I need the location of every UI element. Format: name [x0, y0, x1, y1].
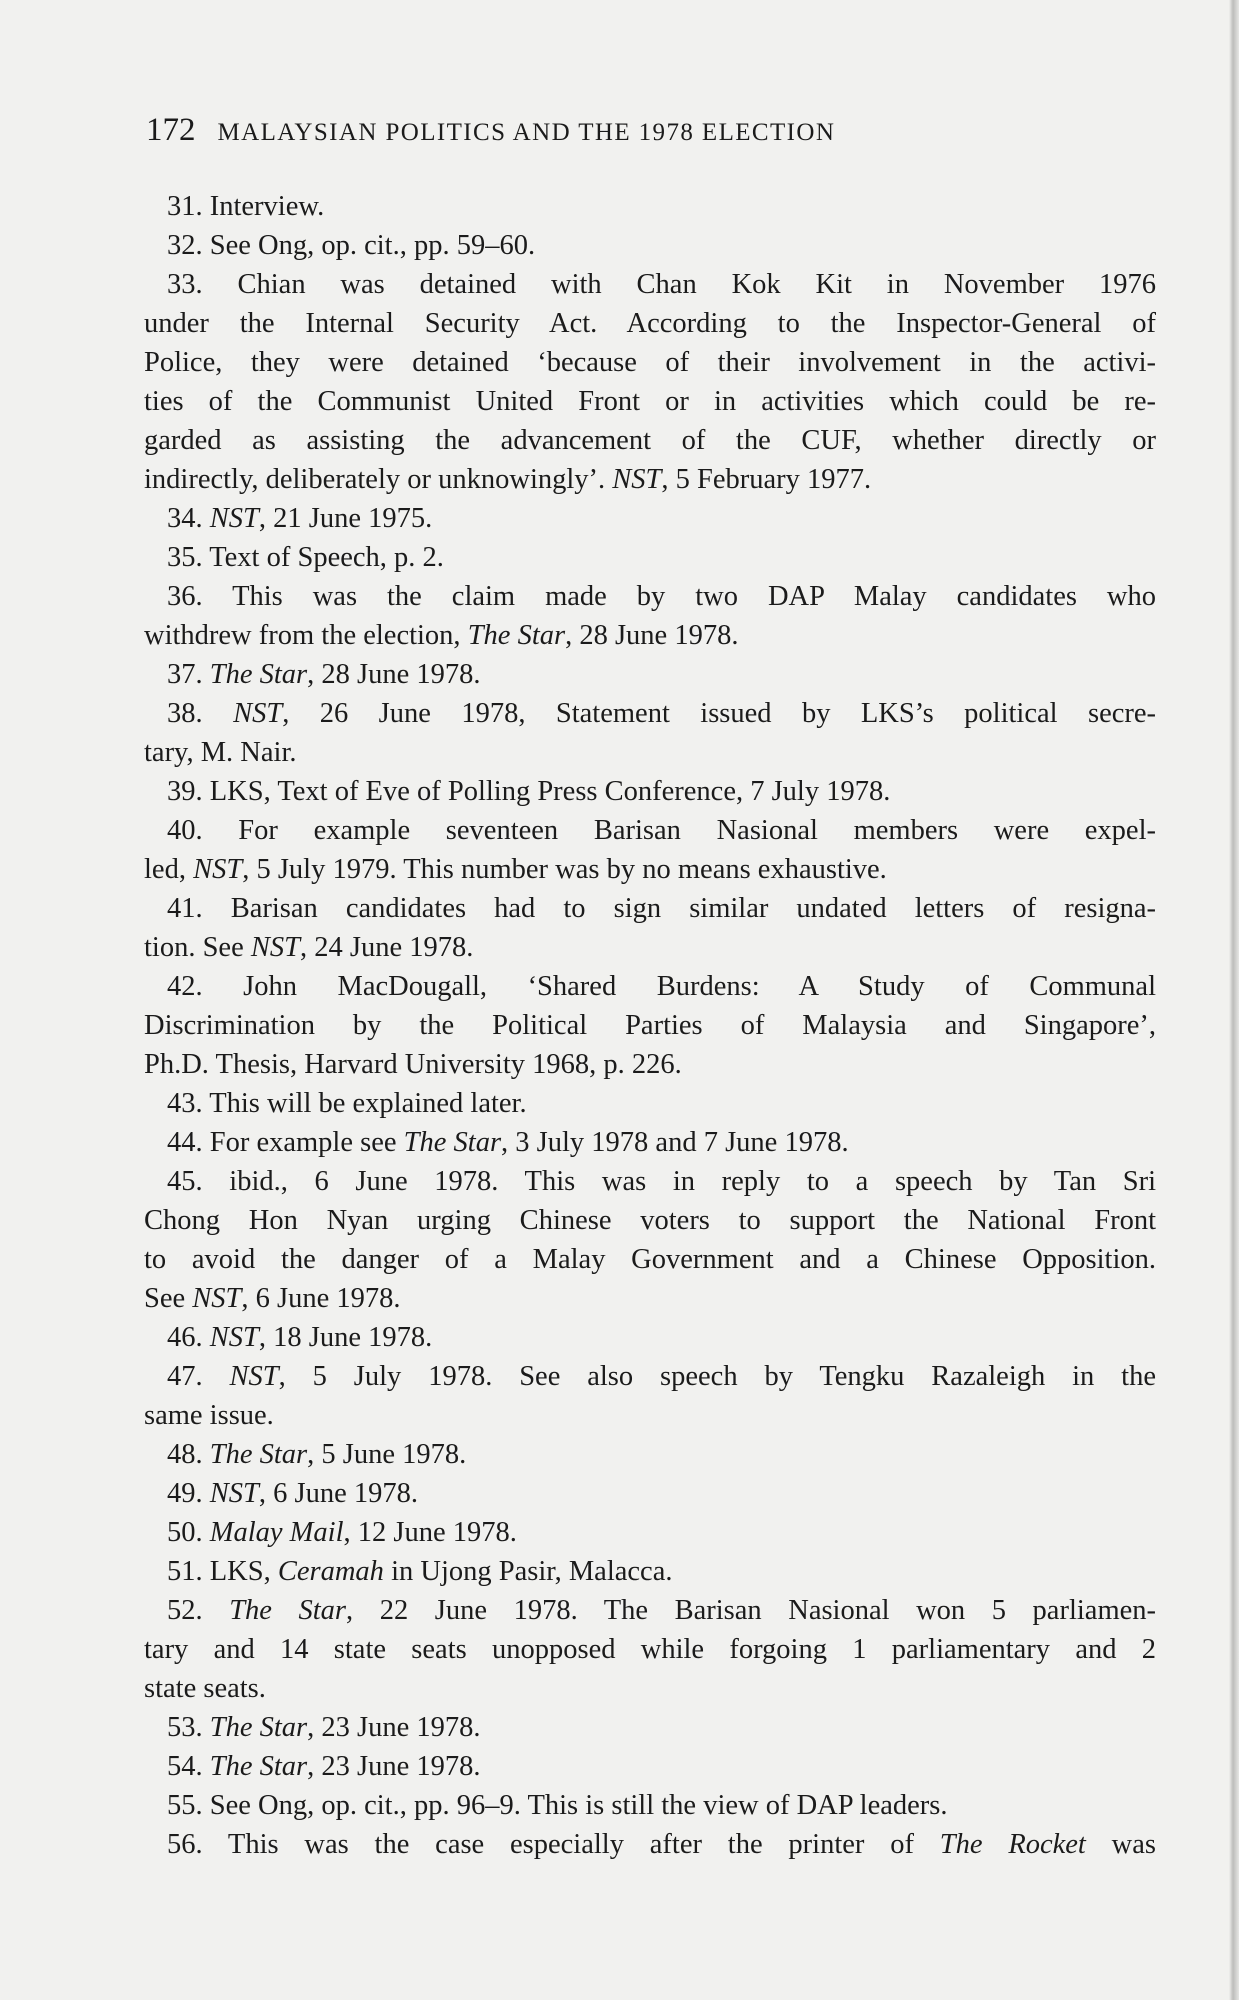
italic-citation: NST — [192, 1283, 242, 1314]
text-segment: was — [1085, 1829, 1156, 1860]
italic-citation: The Star — [403, 1127, 502, 1158]
text-segment: Discrimination by the Political Parties of Malaysia and Singapore’, — [144, 1010, 1156, 1041]
text-segment: Ph.D. Thesis, Harvard University 1968, p. 226. — [144, 1049, 682, 1080]
text-segment: 40. For example seventeen Barisan Nasional members were expel- — [167, 815, 1156, 846]
endnote-line — [144, 1630, 1156, 1669]
endnote-line — [144, 577, 1156, 616]
text-segment: under the Internal Security Act. According to the Inspector-General of — [144, 308, 1156, 339]
italic-citation: The Star — [467, 620, 566, 651]
text-segment: 45. ibid., 6 June 1978. This was in reply to a speech by Tan Sri — [167, 1166, 1156, 1197]
endnote — [144, 1591, 1156, 1708]
text-segment: same issue. — [144, 1400, 274, 1431]
page-edge — [1229, 0, 1239, 2000]
running-title: MALAYSIAN POLITICS AND THE 1978 ELECTION — [217, 119, 836, 146]
italic-citation: NST — [193, 854, 243, 885]
endnote — [144, 889, 1156, 967]
endnote — [144, 1084, 1156, 1123]
text-segment: , 6 June 1978. — [241, 1283, 401, 1314]
endnote — [144, 1474, 1156, 1513]
text-segment: to avoid the danger of a Malay Government and a Chinese Opposition. — [144, 1244, 1156, 1275]
endnote-line — [144, 1474, 1156, 1513]
text-segment: , 26 June 1978, Statement issued by LKS’s political secre- — [282, 698, 1157, 729]
endnote-line — [144, 1240, 1156, 1279]
endnote-line — [144, 1747, 1156, 1786]
text-segment: state seats. — [144, 1673, 266, 1704]
text-segment: 35. Text of Speech, p. 2. — [167, 542, 444, 573]
text-segment: tion. See — [144, 932, 251, 963]
text-segment: Chong Hon Nyan urging Chinese voters to support the National Front — [144, 1205, 1156, 1236]
endnote — [144, 1708, 1156, 1747]
endnote-line — [144, 1825, 1156, 1864]
text-segment: See — [144, 1283, 193, 1314]
text-segment: led, — [144, 854, 194, 885]
endnote — [144, 1162, 1156, 1318]
endnote-line — [144, 1006, 1156, 1045]
italic-citation: Ceramah — [277, 1556, 384, 1587]
endnote-line — [144, 1123, 1156, 1162]
endnote-line — [144, 460, 1156, 499]
endnote-line — [144, 694, 1156, 733]
endnote-line — [144, 1201, 1156, 1240]
text-segment: , 18 June 1978. — [258, 1322, 433, 1353]
endnote — [144, 1318, 1156, 1357]
text-segment: , 28 June 1978. — [307, 659, 481, 690]
text-segment: 53. — [167, 1712, 210, 1743]
endnote-line — [144, 1708, 1156, 1747]
text-segment: , 24 June 1978. — [300, 932, 474, 963]
text-segment: , 21 June 1975. — [258, 503, 433, 534]
endnote — [144, 1747, 1156, 1786]
text-segment: 49. — [167, 1478, 210, 1509]
endnote — [144, 187, 1156, 226]
endnote-line — [144, 928, 1156, 967]
text-segment: 50. — [167, 1517, 210, 1548]
italic-citation: NST — [209, 1478, 259, 1509]
text-segment: , 23 June 1978. — [307, 1751, 481, 1782]
page-number: 172 — [146, 112, 196, 148]
text-segment: withdrew from the election, — [144, 620, 468, 651]
endnote-line — [144, 655, 1156, 694]
endnote-line — [144, 1279, 1156, 1318]
text-segment: 33. Chian was detained with Chan Kok Kit in November 1976 — [167, 269, 1156, 300]
text-segment: 52. — [167, 1595, 230, 1626]
text-segment: tary and 14 state seats unopposed while forgoing 1 parliamentary and 2 — [144, 1634, 1156, 1665]
italic-citation: The Star — [209, 659, 308, 690]
text-segment: 38. — [167, 698, 234, 729]
endnote — [144, 1513, 1156, 1552]
endnote — [144, 655, 1156, 694]
text-segment: ties of the Communist United Front or in activities which could be re- — [144, 386, 1156, 417]
text-segment: tary, M. Nair. — [144, 737, 297, 768]
text-segment: , 28 June 1978. — [565, 620, 739, 651]
italic-citation: NST — [233, 698, 283, 729]
endnote-line — [144, 889, 1156, 928]
text-segment: 44. For example see — [167, 1127, 404, 1158]
endnote-line — [144, 1396, 1156, 1435]
endnote-line — [144, 1786, 1156, 1825]
endnote — [144, 538, 1156, 577]
endnote-line — [144, 1552, 1156, 1591]
endnote-line — [144, 733, 1156, 772]
endnote-line — [144, 421, 1156, 460]
endnote-line — [144, 304, 1156, 343]
text-segment: 51. LKS, — [167, 1556, 278, 1587]
endnote-line — [144, 616, 1156, 655]
text-segment: 39. LKS, Text of Eve of Polling Press Conference, 7 July 1978. — [167, 776, 891, 807]
endnote-line — [144, 967, 1156, 1006]
endnote — [144, 1786, 1156, 1825]
text-segment: 37. — [167, 659, 210, 690]
endnote — [144, 967, 1156, 1084]
text-segment: 36. This was the claim made by two DAP Malay candidates who — [167, 581, 1156, 612]
italic-citation: Malay Mail — [209, 1517, 344, 1548]
italic-citation: NST — [209, 1322, 259, 1353]
endnote — [144, 1825, 1156, 1864]
endnote-line — [144, 226, 1156, 265]
endnotes-list — [144, 187, 1156, 1864]
italic-citation: The Star — [209, 1712, 308, 1743]
text-segment: , 22 June 1978. The Barisan Nasional won 5 parliamen- — [346, 1595, 1156, 1626]
italic-citation: The Star — [209, 1751, 308, 1782]
text-segment: , 6 June 1978. — [258, 1478, 418, 1509]
text-segment: 56. This was the case especially after the printer of — [167, 1829, 940, 1860]
endnote — [144, 1123, 1156, 1162]
text-segment: 54. — [167, 1751, 210, 1782]
text-segment: 42. John MacDougall, ‘Shared Burdens: A Study of Communal — [167, 971, 1156, 1002]
text-segment: 46. — [167, 1322, 210, 1353]
italic-citation: The Rocket — [939, 1829, 1086, 1860]
text-segment: , 5 July 1978. See also speech by Tengku Razaleigh in the — [278, 1361, 1157, 1392]
endnote-line — [144, 1669, 1156, 1708]
endnote — [144, 226, 1156, 265]
endnote-line — [144, 811, 1156, 850]
italic-citation: NST — [612, 464, 662, 495]
endnote-line — [144, 1084, 1156, 1123]
endnote-line — [144, 772, 1156, 811]
endnote — [144, 772, 1156, 811]
text-segment: 32. See Ong, op. cit., pp. 59–60. — [167, 230, 536, 261]
endnote-line — [144, 1513, 1156, 1552]
italic-citation: NST — [209, 503, 259, 534]
text-segment: 43. This will be explained later. — [167, 1088, 527, 1119]
endnote-line — [144, 1357, 1156, 1396]
text-segment: , 23 June 1978. — [307, 1712, 481, 1743]
text-segment: 31. Interview. — [167, 191, 325, 222]
text-segment: , 3 July 1978 and 7 June 1978. — [501, 1127, 849, 1158]
endnote — [144, 1357, 1156, 1435]
italic-citation: NST — [229, 1361, 279, 1392]
text-segment: , 5 June 1978. — [307, 1439, 467, 1470]
endnote-line — [144, 538, 1156, 577]
text-segment: in Ujong Pasir, Malacca. — [383, 1556, 673, 1587]
text-segment: indirectly, deliberately or unknowingly’. — [144, 464, 613, 495]
endnote — [144, 811, 1156, 889]
endnote — [144, 265, 1156, 499]
endnote-line — [144, 1045, 1156, 1084]
endnote-line — [144, 265, 1156, 304]
endnote — [144, 1435, 1156, 1474]
italic-citation: The Star — [209, 1439, 308, 1470]
endnote-line — [144, 382, 1156, 421]
endnote — [144, 694, 1156, 772]
endnote-line — [144, 1591, 1156, 1630]
text-segment: 48. — [167, 1439, 210, 1470]
endnote-line — [144, 343, 1156, 382]
endnote-line — [144, 1162, 1156, 1201]
endnote — [144, 577, 1156, 655]
italic-citation: NST — [250, 932, 300, 963]
endnote — [144, 499, 1156, 538]
text-segment: 47. — [167, 1361, 230, 1392]
text-segment: Police, they were detained ‘because of their involvement in the activi- — [144, 347, 1156, 378]
endnote-line — [144, 1435, 1156, 1474]
text-segment: 55. See Ong, op. cit., pp. 96–9. This is still the view of DAP leaders. — [167, 1790, 948, 1821]
italic-citation: The Star — [229, 1595, 347, 1626]
text-segment: garded as assisting the advancement of the CUF, whether directly or — [144, 425, 1156, 456]
text-segment: , 5 February 1977. — [661, 464, 872, 495]
text-segment: 41. Barisan candidates had to sign similar undated letters of resigna- — [167, 893, 1156, 924]
endnote — [144, 1552, 1156, 1591]
text-segment: , 5 July 1979. This number was by no means exhaustive. — [242, 854, 887, 885]
endnote-line — [144, 1318, 1156, 1357]
running-header — [146, 112, 1156, 149]
endnote-line — [144, 187, 1156, 226]
endnote-line — [144, 850, 1156, 889]
endnote-line — [144, 499, 1156, 538]
text-segment: , 12 June 1978. — [343, 1517, 517, 1548]
text-segment: 34. — [167, 503, 210, 534]
